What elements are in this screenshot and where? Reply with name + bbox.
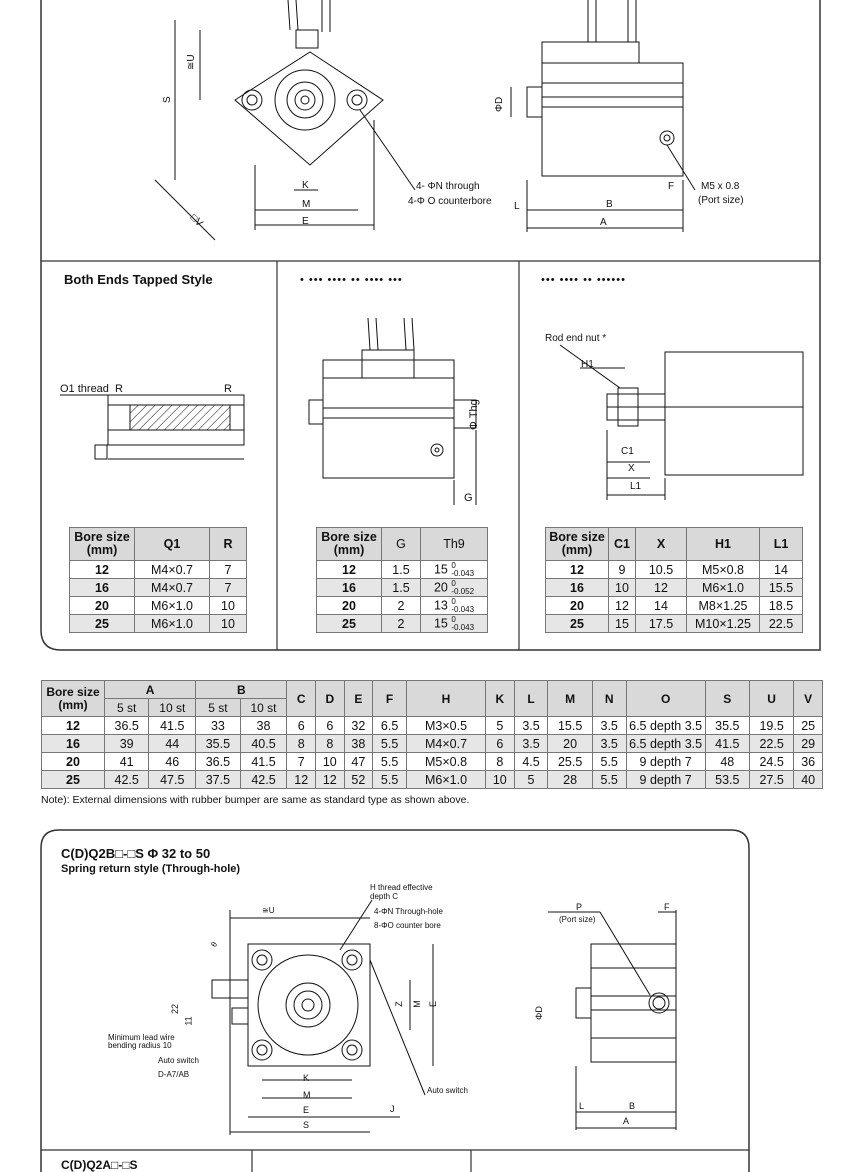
table-cell: 22.5 [749,735,793,753]
table-cell: 9 depth 7 [626,771,705,789]
table-cell: 1.5 [382,561,421,579]
table-cell: 12 [636,579,687,597]
table-cell: 29 [794,735,823,753]
panel2-drawing [309,318,476,505]
tol-lower: -0.052 [451,586,475,596]
side-d-label: ΦD [494,96,505,112]
dimension-table [41,680,823,789]
n-through-2: 4-ΦN Through-hole [374,907,443,916]
panel1-drawing [60,395,244,459]
table-cell: 10.5 [636,561,687,579]
th-bore-size: Bore size (mm) [42,681,105,717]
table-cell: 36 [794,753,823,771]
table-cell: 5.5 [592,771,626,789]
table-cell: 16 [70,579,135,597]
thg-label: Φ Thg [468,399,480,430]
x-label: X [628,463,635,474]
table-cell: 5.5 [373,753,407,771]
th-s: S [705,681,749,717]
m-bottom-label: M [303,1090,311,1100]
table-cell: 8 [486,753,515,771]
table-cell: 6 [287,717,316,735]
th-a-10st: 10 st [149,699,196,717]
table-note: Note): External dimensions with rubber bumper are same as standard type as shown above. [41,794,470,806]
table-cell: 10 [486,771,515,789]
table-cell: 47.5 [149,771,196,789]
panel2-th-g: G [382,528,421,561]
dim-u-label: ≅U [186,54,197,70]
panel1-title: Both Ends Tapped Style [64,272,213,287]
panel2-th-th9: Th9 [421,528,488,561]
panel3-drawing [560,345,803,500]
table-cell: 12 [316,771,345,789]
front-view-drawing-2 [212,900,433,1135]
dim-v-label: □V [187,212,205,230]
table-cell: 25.5 [548,753,592,771]
table-cell: 41.5 [149,717,196,735]
panel1-th-q1: Q1 [135,528,210,561]
b-label-2: B [629,1101,636,1111]
m-label-2: M [411,1000,422,1008]
table-cell: M5×0.8 [407,753,486,771]
table-cell: 7 [287,753,316,771]
table-cell: 10 [210,597,247,615]
panel1-th-r: R [210,528,247,561]
panel3-table [545,527,803,633]
next-model-label: C(D)Q2A□-□S [61,1158,138,1172]
table-cell: 22.5 [760,615,803,633]
tol-lower: -0.043 [451,604,475,614]
panel1-table [69,527,247,633]
bore-size-cell: 12 [42,717,105,735]
table-cell: 47 [344,753,373,771]
table-cell: 5.5 [373,771,407,789]
table-cell: 37.5 [196,771,240,789]
table-cell: 20 [546,597,609,615]
table-cell: 10 [210,615,247,633]
table-cell: 6.5 depth 3.5 [626,735,705,753]
u-label-2: ≅U [262,906,275,915]
port-label: M5 x 0.8 [701,181,740,192]
table-cell: 39 [105,735,149,753]
front-view-drawing [155,0,415,240]
tolerance-cell [421,615,488,633]
th-d: D [316,681,345,717]
table-cell: 52 [344,771,373,789]
table-cell: 9 [609,561,636,579]
table-cell: 20 [70,597,135,615]
table-cell: 15 [609,615,636,633]
f-label-2: F [664,902,670,912]
tol-base: 15 [433,561,448,576]
panel3-th-bore: Bore size (mm) [546,528,609,561]
s-bottom-label: S [303,1120,310,1130]
dim11-label: 11 [183,1016,194,1026]
table-cell: 28 [548,771,592,789]
panel3-th-l1: L1 [760,528,803,561]
r-label-left: R [115,383,123,395]
table-cell: 36.5 [105,717,149,735]
side-f-label: F [668,181,675,192]
table-cell: 14 [636,597,687,615]
tolerance-cell [421,561,488,579]
table-cell: 3.5 [592,717,626,735]
bore-size-cell: 16 [42,735,105,753]
side-l-label: L [514,201,520,212]
table-cell: 38 [240,717,287,735]
table-cell: 12 [546,561,609,579]
bore-size-cell: 25 [42,771,105,789]
j-label: J [390,1104,395,1114]
dim-k-label: K [302,180,309,191]
table-cell: 36.5 [196,753,240,771]
table-cell: 41.5 [240,753,287,771]
p-label: P [576,902,583,912]
table-cell: 18.5 [760,597,803,615]
table-cell: 40.5 [240,735,287,753]
dim-m-label: M [302,199,311,210]
th-a-5st: 5 st [105,699,149,717]
th-c: C [287,681,316,717]
r-label-right: R [224,383,232,395]
table-cell: 25 [546,615,609,633]
table-row [42,753,823,771]
table-cell: M4×0.7 [135,561,210,579]
table-cell: M4×0.7 [407,735,486,753]
table-cell: 35.5 [196,735,240,753]
th-n: N [592,681,626,717]
table-cell: 38 [344,735,373,753]
table-cell: 14 [760,561,803,579]
th-a: A [105,681,196,699]
th-v: V [794,681,823,717]
table-cell: M8×1.25 [687,597,760,615]
table-cell: 6.5 [373,717,407,735]
o-counterbore-2: 8-ΦO counter bore [374,921,441,930]
table-cell: 2 [382,615,421,633]
side-b-label: B [606,199,613,210]
table-cell: 2 [382,597,421,615]
table-cell: 16 [317,579,382,597]
table-cell: 19.5 [749,717,793,735]
table-cell: 53.5 [705,771,749,789]
table-cell: 25 [70,615,135,633]
table-cell: 1.5 [382,579,421,597]
tol-upper: 0 [451,614,456,624]
table-cell: M4×0.7 [135,579,210,597]
table-cell: 25 [794,717,823,735]
port-size-2: (Port size) [559,915,596,924]
e-bottom-label: E [303,1105,310,1115]
rod-end-nut-label: Rod end nut * [545,333,607,344]
table-cell: 12 [609,597,636,615]
theta-label: θ [209,940,220,949]
tol-base: 20 [433,579,448,594]
table-cell: 41 [105,753,149,771]
th-u: U [749,681,793,717]
bore-size-cell: 20 [42,753,105,771]
table-cell: 20 [548,735,592,753]
l-label-2: L [579,1101,585,1111]
table-cell: 8 [316,735,345,753]
panel3-th-c1: C1 [609,528,636,561]
tolerance-cell [421,597,488,615]
table-cell: 48 [705,753,749,771]
table-cell: 44 [149,735,196,753]
tolerance-cell [421,579,488,597]
panel3-th-x: X [636,528,687,561]
table-cell: 5.5 [592,753,626,771]
table-cell: 6.5 depth 3.5 [626,717,705,735]
table-cell: M6×1.0 [135,597,210,615]
tol-upper: 0 [451,578,456,588]
table-cell: 27.5 [749,771,793,789]
tol-lower: -0.043 [451,568,475,578]
h1-label: H1 [581,359,594,370]
panel2-th-bore: Bore size (mm) [317,528,382,561]
k-label-2: K [303,1073,310,1083]
table-cell: 41.5 [705,735,749,753]
o-counterbore-label: 4-Φ O counterbore [408,196,492,207]
side-view-drawing-2 [548,910,676,1130]
table-cell: 5.5 [373,735,407,753]
table-cell: 46 [149,753,196,771]
panel2-title: • ••• •••• •• •••• ••• [300,274,403,286]
th-o: O [626,681,705,717]
table-cell: 6 [316,717,345,735]
th-k: K [486,681,515,717]
table-cell: 15.5 [548,717,592,735]
table-cell: 5 [486,717,515,735]
th-b: B [196,681,287,699]
dim-e-label: E [302,216,309,227]
side-view-drawing [511,0,695,232]
table-row [42,717,823,735]
g-label: G [464,492,473,504]
d-label-2: ΦD [533,1006,544,1020]
table-cell: 3.5 [514,717,548,735]
table-row [42,771,823,789]
e-label-2: E [428,1000,439,1008]
table-cell: 12 [317,561,382,579]
th-b-5st: 5 st [196,699,240,717]
table-cell: M10×1.25 [687,615,760,633]
table-cell: M6×1.0 [407,771,486,789]
table-row [42,735,823,753]
tol-lower: -0.043 [451,622,475,632]
table-cell: 3.5 [514,735,548,753]
table-cell: 10 [316,753,345,771]
panel3-th-h1: H1 [687,528,760,561]
table-cell: 16 [546,579,609,597]
n-through-label: 4- ΦN through [416,181,480,192]
th-f: F [373,681,407,717]
panel3-title: ••• •••• •• •••••• [541,274,626,286]
panel1-th-bore: Bore size (mm) [70,528,135,561]
table-cell: M6×1.0 [135,615,210,633]
c1-label: C1 [621,446,634,457]
d-a7-label: D-A7/AB [158,1070,190,1079]
table-cell: 12 [70,561,135,579]
table-cell: 40 [794,771,823,789]
side-a-label: A [600,217,607,228]
l1-label: L1 [630,481,642,492]
table-cell: 5 [514,771,548,789]
table-cell: 35.5 [705,717,749,735]
table-cell: 4.5 [514,753,548,771]
table-cell: 24.5 [749,753,793,771]
table-cell: 7 [210,579,247,597]
table-cell: 9 depth 7 [626,753,705,771]
table-cell: 42.5 [240,771,287,789]
section2-subtitle: Spring return style (Through-hole) [61,863,241,875]
table-cell: 7 [210,561,247,579]
min-lead-label: Minimum lead wire [108,1033,175,1042]
tol-upper: 0 [451,560,456,570]
th-h: H [407,681,486,717]
table-cell: 20 [317,597,382,615]
table-cell: 17.5 [636,615,687,633]
table-cell: 10 [609,579,636,597]
table-cell: 25 [317,615,382,633]
table-cell: M5×0.8 [687,561,760,579]
z-label: Z [393,1001,404,1007]
th-e: E [344,681,373,717]
dim22-label: 22 [170,1003,181,1015]
th-m: M [548,681,592,717]
tol-base: 15 [433,615,448,630]
o1-thread-label: O1 thread [60,383,109,395]
th-l: L [514,681,548,717]
tol-upper: 0 [451,596,456,606]
table-cell: 3.5 [592,735,626,753]
panel2-table [316,527,488,633]
bend-radius-label: bending radius 10 [108,1041,172,1050]
table-cell: 33 [196,717,240,735]
tol-base: 13 [433,597,448,612]
table-cell: M3×0.5 [407,717,486,735]
table-cell: 12 [287,771,316,789]
port-size-label: (Port size) [698,195,744,206]
table-cell: 8 [287,735,316,753]
th-b-10st: 10 st [240,699,287,717]
h-thread-label: H thread effective [370,883,433,892]
table-cell: 15.5 [760,579,803,597]
auto-switch-label-2: Auto switch [427,1086,468,1095]
auto-switch-label: Auto switch [158,1056,199,1065]
section2-model: C(D)Q2B□-□S Φ 32 to 50 [61,846,211,861]
table-cell: M6×1.0 [687,579,760,597]
table-cell: 6 [486,735,515,753]
depth-c-label: depth C [370,892,399,901]
table-cell: 42.5 [105,771,149,789]
dim-s-label: S [162,96,173,103]
table-cell: 32 [344,717,373,735]
a-label-2: A [623,1116,630,1126]
